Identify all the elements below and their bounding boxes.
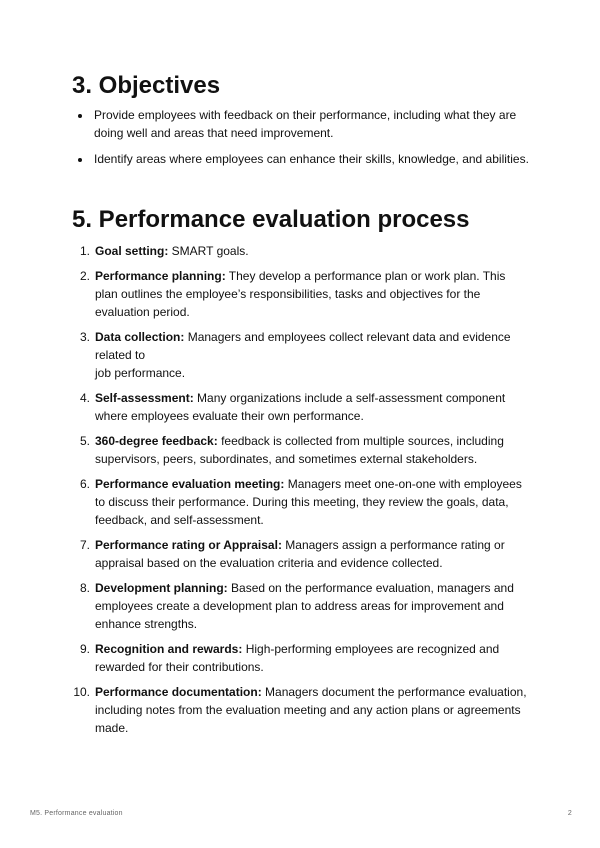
footer-page-number: 2 bbox=[567, 810, 572, 817]
step-number: 9. bbox=[79, 642, 90, 656]
process-steps-list bbox=[72, 242, 530, 744]
objectives-heading: 3. Objectives bbox=[72, 72, 221, 99]
process-step bbox=[72, 683, 530, 737]
process-step bbox=[72, 242, 530, 260]
step-text: Many organizations include a self-assessment component where employees evaluate their own performance. bbox=[95, 391, 506, 423]
process-step bbox=[72, 536, 530, 572]
step-text: Managers meet one-on-one with employees to discuss their performance. During this meeting, they review the goals, data, feedback, and self-assessment. bbox=[95, 477, 522, 527]
step-text: Managers document the performance evaluation, including notes from the evaluation meeting and any action plans or agreements made. bbox=[95, 685, 527, 735]
step-text: Based on the performance evaluation, managers and employees create a development plan to address areas for improvement and enhance strengths. bbox=[95, 581, 514, 631]
objectives-list bbox=[72, 106, 532, 176]
objective-text: Provide employees with feedback on their performance, including what they are doing well and areas that need improvement. bbox=[94, 108, 517, 140]
process-step bbox=[72, 432, 530, 468]
step-number: 7. bbox=[79, 538, 90, 552]
step-text: High-performing employees are recognized and rewarded for their contributions. bbox=[95, 642, 500, 674]
step-title: Recognition and rewards: bbox=[95, 642, 243, 656]
step-title: Performance documentation: bbox=[95, 685, 262, 699]
process-step bbox=[72, 267, 530, 321]
bullet-dot-icon bbox=[78, 158, 82, 162]
footer-document-title: M5. Performance evaluation bbox=[30, 810, 123, 817]
step-text: Managers and employees collect relevant data and evidence related to bbox=[95, 330, 511, 362]
bullet-dot-icon bbox=[78, 114, 82, 118]
process-step bbox=[72, 328, 530, 382]
step-text: Managers assign a performance rating or appraisal based on the evaluation criteria and evidence collected. bbox=[95, 538, 505, 570]
step-number: 5. bbox=[79, 434, 90, 448]
step-title: Performance rating or Appraisal: bbox=[95, 538, 282, 552]
step-text: SMART goals. bbox=[168, 244, 249, 258]
process-step bbox=[72, 640, 530, 676]
step-title: Goal setting: bbox=[95, 244, 169, 258]
step-number: 8. bbox=[79, 581, 90, 595]
step-number: 3. bbox=[79, 330, 90, 344]
objective-item bbox=[72, 106, 532, 142]
process-step bbox=[72, 579, 530, 633]
step-title: Performance evaluation meeting: bbox=[95, 477, 285, 491]
step-number: 1. bbox=[79, 244, 90, 258]
step-title: 360-degree feedback: bbox=[95, 434, 218, 448]
step-text: They develop a performance plan or work plan. This plan outlines the employee’s responsibilities, tasks and objectives for the evaluation period. bbox=[95, 269, 506, 319]
process-step bbox=[72, 389, 530, 425]
step-title: Performance planning: bbox=[95, 269, 226, 283]
step-number: 6. bbox=[79, 477, 90, 491]
process-heading: 5. Performance evaluation process bbox=[72, 206, 470, 233]
step-title: Development planning: bbox=[95, 581, 228, 595]
step-number: 10. bbox=[73, 685, 90, 699]
process-step bbox=[72, 475, 530, 529]
step-text-continued: job performance. bbox=[95, 366, 186, 380]
step-number: 4. bbox=[79, 391, 90, 405]
step-text: feedback is collected from multiple sources, including supervisors, peers, subordinates, and sometimes external stakeholders. bbox=[95, 434, 504, 466]
step-number: 2. bbox=[79, 269, 90, 283]
objective-text: Identify areas where employees can enhance their skills, knowledge, and abilities. bbox=[94, 152, 529, 166]
step-title: Self-assessment: bbox=[95, 391, 194, 405]
objective-item bbox=[72, 150, 532, 168]
step-title: Data collection: bbox=[95, 330, 185, 344]
